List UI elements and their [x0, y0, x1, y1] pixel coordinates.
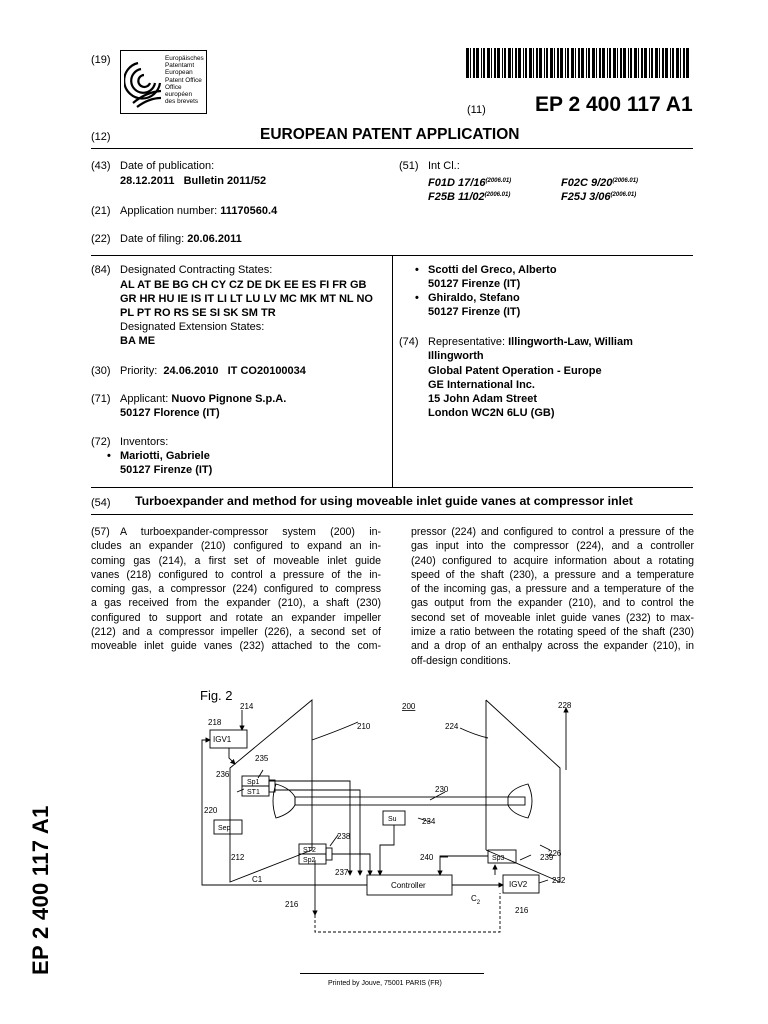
- ref-226: 226: [548, 849, 562, 858]
- column-divider: [392, 255, 393, 487]
- barcode-bar: [515, 48, 517, 78]
- barcode-bar: [578, 48, 580, 78]
- rule: [91, 487, 693, 488]
- igv2-label: IGV2: [509, 880, 528, 889]
- barcode-bar: [483, 48, 485, 78]
- barcode-bar: [502, 48, 503, 78]
- barcode-bar: [670, 48, 671, 78]
- ref-235: 235: [255, 754, 269, 763]
- inid-84: (84): [91, 264, 111, 276]
- abstract-right: pressor (224) and configured to control a pressure of the gas input into the compressor (224), and a controller (240) configured to acquire information about a rotating speed of the shaft (230), a pressure and a temperature of the incoming gas, a pressure and a temperature of the gas output from the expander (210), and to control the second set of moveable inlet guide vanes (232) to max- imize a ratio between the rotating speed of the shaft (230) and a drop of an enthalpy across the expander (210), in off-design conditions.: [411, 526, 694, 667]
- representative-line: London WC2N 6LU (GB): [428, 407, 555, 419]
- states-label: Designated Contracting States:: [120, 264, 273, 276]
- barcode-bar: [504, 48, 506, 78]
- ref-210: 210: [357, 722, 371, 731]
- ref-234: 234: [422, 817, 436, 826]
- barcode-bar: [581, 48, 584, 78]
- barcode-bar: [588, 48, 590, 78]
- sp1-label: Sp1: [247, 779, 260, 786]
- barcode-bar: [497, 48, 500, 78]
- barcode-bar: [529, 48, 532, 78]
- fig-title: Fig. 2: [200, 688, 233, 703]
- states-line: PL PT RO RS SE SI SK SM TR: [120, 307, 276, 319]
- sp3-label: Sp3: [492, 855, 505, 862]
- footer-rule: [300, 973, 484, 974]
- barcode-bar: [623, 48, 626, 78]
- inid-74: (74): [399, 336, 419, 348]
- ref-216: 216: [285, 900, 299, 909]
- inid-21: (21): [91, 205, 111, 217]
- expander-impeller: [273, 784, 295, 818]
- intcl-item: F01D $17/16^{(2006.01)}$: [428, 177, 512, 189]
- sep-label: Sep: [218, 825, 231, 832]
- inid-71: (71): [91, 393, 111, 405]
- barcode-bar: [466, 48, 469, 78]
- barcode-bar: [494, 48, 496, 78]
- barcode-bar: [651, 48, 653, 78]
- inventors-label: Inventors:: [120, 436, 169, 448]
- representative-line: GE International Inc.: [428, 379, 535, 391]
- applicant: Applicant: Nuovo Pignone S.p.A.: [120, 393, 287, 405]
- barcode-bar: [634, 48, 637, 78]
- states-line: AL AT BE BG CH CY CZ DE DK EE ES FI FR GB: [120, 279, 367, 291]
- barcode-bar: [617, 48, 618, 78]
- representative: Representative: Illingworth-Law, William: [428, 336, 633, 348]
- inid-12: (12): [91, 131, 111, 143]
- priority: Priority: 24.06.2010 IT CO20100034: [120, 365, 306, 377]
- states-line: GR HR HU IE IS IT LI LT LU LV MC MK MT NL NO: [120, 293, 373, 305]
- barcode-bar: [525, 48, 527, 78]
- c1-label: C1: [252, 875, 263, 884]
- barcode-bar: [662, 48, 664, 78]
- pub-date-label: Date of publication:: [120, 160, 215, 172]
- barcode-bar: [599, 48, 601, 78]
- ref-212: 212: [231, 853, 245, 862]
- barcode-bar: [680, 48, 681, 78]
- inventor-name: • Scotti del Greco, Alberto: [428, 263, 557, 278]
- barcode-bar: [641, 48, 643, 78]
- shaft: [295, 797, 525, 805]
- barcode-bar: [683, 48, 685, 78]
- ref-220: 220: [204, 806, 218, 815]
- ref-218: 218: [208, 718, 222, 727]
- ref-238: 238: [337, 832, 351, 841]
- barcode-bar: [473, 48, 475, 78]
- filing-date: Date of filing: 20.06.2011: [120, 233, 242, 245]
- c2-label: $C_2$: [471, 894, 481, 906]
- ext-states-value: BA ME: [120, 335, 156, 347]
- ext-states-label: Designated Extension States:: [120, 321, 265, 333]
- rule: [91, 514, 693, 515]
- barcode-bar: [575, 48, 576, 78]
- barcode-bar: [596, 48, 597, 78]
- barcode-bar: [613, 48, 616, 78]
- barcode-bar: [487, 48, 490, 78]
- printer-note: Printed by Jouve, 75001 PARIS (FR): [328, 980, 442, 987]
- ref-237: 237: [335, 868, 349, 877]
- barcode-bar: [602, 48, 605, 78]
- inventor-address: 50127 Firenze (IT): [428, 278, 521, 290]
- controller-label: Controller: [391, 881, 426, 890]
- inid-54: (54): [91, 497, 111, 509]
- ref-230: 230: [435, 785, 449, 794]
- intcl-item: F02C $9/20^{(2006.01)}$: [561, 177, 639, 189]
- intcl-label: Int Cl.:: [428, 160, 460, 172]
- inventor-name: • Mariotti, Gabriele: [120, 449, 210, 464]
- barcode-bar: [672, 48, 674, 78]
- ref-232: 232: [552, 876, 566, 885]
- barcode-bar: [649, 48, 650, 78]
- rule: [91, 148, 693, 149]
- inid-30: (30): [91, 365, 111, 377]
- ref-224: 224: [445, 722, 459, 731]
- figure-2-diagram: [190, 680, 610, 942]
- barcode-bar: [644, 48, 647, 78]
- inid-57: (57): [91, 526, 110, 538]
- barcode-bar: [620, 48, 622, 78]
- ref-216: 216: [515, 906, 529, 915]
- barcode-bar: [550, 48, 553, 78]
- barcode-bar: [533, 48, 534, 78]
- barcode-bar: [630, 48, 632, 78]
- barcode-bar: [544, 48, 545, 78]
- barcode-bar: [554, 48, 555, 78]
- ref-200: 200: [402, 702, 416, 711]
- inid-19: (19): [91, 54, 111, 66]
- barcode-bar: [470, 48, 471, 78]
- st2-label: ST2: [303, 847, 316, 854]
- inid-11: (11): [467, 104, 486, 116]
- ref-239: 239: [540, 853, 554, 862]
- intcl-item: F25J $3/06^{(2006.01)}$: [561, 191, 637, 203]
- inventor-name: • Ghiraldo, Stefano: [428, 291, 520, 306]
- barcode-bar: [571, 48, 574, 78]
- representative-name: Illingworth: [428, 350, 484, 362]
- barcode-bar: [508, 48, 511, 78]
- barcode-bar: [557, 48, 559, 78]
- barcode-bar: [659, 48, 660, 78]
- barcode-bar: [512, 48, 513, 78]
- vertical-publication-number: EP 2 400 117 A1: [28, 805, 53, 975]
- intcl-item: F25B $11/02^{(2006.01)}$: [428, 191, 511, 203]
- epo-swirl-icon: [124, 54, 164, 110]
- office-name: Europäisches Patentamt European Patent Office Office européen des brevets: [165, 55, 204, 106]
- barcode: [466, 48, 692, 78]
- document-type: EUROPEAN PATENT APPLICATION: [260, 126, 520, 143]
- barcode-bar: [481, 48, 482, 78]
- barcode-bar: [607, 48, 608, 78]
- barcode-bar: [476, 48, 479, 78]
- barcode-bar: [676, 48, 679, 78]
- ref-228: 228: [558, 701, 572, 710]
- su-label: Su: [388, 816, 397, 823]
- barcode-bar: [686, 48, 689, 78]
- igv1-label: IGV1: [213, 735, 232, 744]
- inventor-address: 50127 Firenze (IT): [120, 464, 213, 476]
- barcode-bar: [665, 48, 668, 78]
- barcode-bar: [546, 48, 548, 78]
- barcode-bar: [518, 48, 521, 78]
- barcode-bar: [655, 48, 658, 78]
- inid-22: (22): [91, 233, 111, 245]
- pub-date-value: 28.12.2011 Bulletin 2011/52: [120, 175, 267, 187]
- barcode-bar: [560, 48, 563, 78]
- invention-title: Turboexpander and method for using moveable inlet guide vanes at compressor inlet: [135, 494, 633, 508]
- inid-43: (43): [91, 160, 111, 172]
- abstract-left: A turboexpander-compressor system (200) in- cludes an expander (210) configured to expand an in- coming gas (214), a first set of moveable inlet guide vanes (218) configured to control a pressure of the in- coming gas, a compressor (224) configured to compress a gas received from the expander (210), a shaft (230) configured to support and rotate an expander impeller (212) and a compressor impeller (226), a second set of moveable inlet guide vanes (232) attached to the com-: [91, 526, 381, 653]
- sp2-label: Sp2: [303, 857, 316, 864]
- barcode-bar: [609, 48, 611, 78]
- barcode-bar: [523, 48, 524, 78]
- publication-number: EP 2 400 117 A1: [535, 93, 693, 116]
- barcode-bar: [539, 48, 542, 78]
- inid-72: (72): [91, 436, 111, 448]
- st1-label: ST1: [247, 789, 260, 796]
- barcode-bar: [491, 48, 492, 78]
- inid-51: (51): [399, 160, 419, 172]
- barcode-bar: [565, 48, 566, 78]
- inventor-address: 50127 Firenze (IT): [428, 306, 521, 318]
- barcode-bar: [638, 48, 639, 78]
- ref-236: 236: [216, 770, 230, 779]
- barcode-bar: [567, 48, 569, 78]
- representative-line: 15 John Adam Street: [428, 393, 538, 405]
- applicant-address: 50127 Florence (IT): [120, 407, 220, 419]
- ref-240: 240: [420, 853, 434, 862]
- barcode-bar: [586, 48, 587, 78]
- representative-line: Global Patent Operation - Europe: [428, 365, 602, 377]
- app-number: Application number: 11170560.4: [120, 205, 278, 217]
- ref-214: 214: [240, 702, 254, 711]
- barcode-bar: [628, 48, 629, 78]
- barcode-bar: [536, 48, 538, 78]
- epo-logo: [120, 50, 207, 114]
- barcode-bar: [592, 48, 595, 78]
- compressor-impeller: [508, 784, 532, 818]
